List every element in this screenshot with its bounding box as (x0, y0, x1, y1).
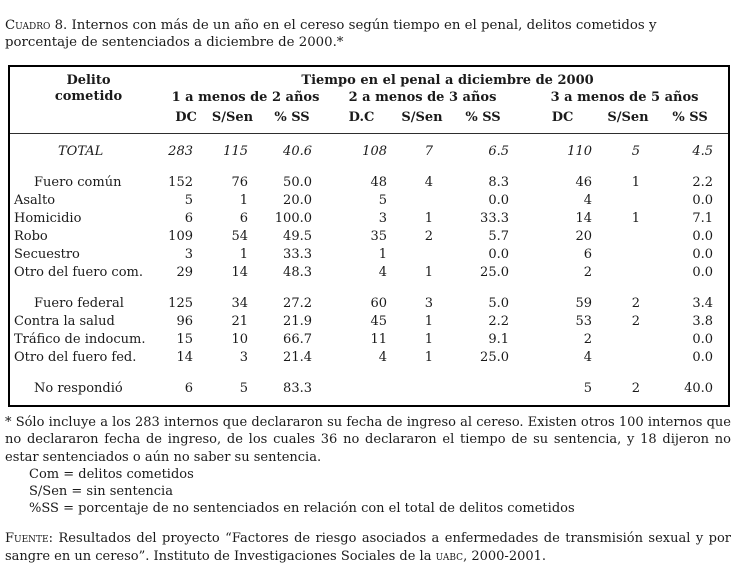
cell-value: 10 (231, 331, 248, 347)
cell-value: 2 (583, 331, 592, 347)
cell-value: 0.0 (692, 192, 714, 208)
cell-value: 21.9 (283, 313, 312, 329)
cell-value: 6 (184, 210, 193, 226)
row-label: Robo (14, 228, 48, 244)
cell-value: 76 (231, 174, 248, 190)
cell-value: 1 (631, 210, 640, 226)
row-label: Homicidio (14, 210, 82, 226)
spacer-row (9, 282, 729, 295)
cell-value: 33.3 (283, 246, 312, 262)
cell-value: 11 (370, 331, 387, 347)
corner-header (9, 66, 167, 106)
col-header-ssen-3: S/Sen (604, 106, 652, 134)
source-institution: uabc (435, 548, 464, 564)
corner-line1: Delito (66, 72, 111, 88)
cell-value: 21 (231, 313, 248, 329)
cell-value: 9.1 (488, 331, 509, 347)
cell-value: 1 (424, 349, 433, 365)
cell-value: 1 (424, 313, 433, 329)
cell-value: 4 (378, 264, 387, 280)
cell-value: 0.0 (692, 264, 714, 280)
group-header-3: 3 a menos de 5 años (550, 89, 699, 105)
cell-value: 4 (583, 192, 592, 208)
footnote-def: %SS = porcentaje de no sentenciados en relación con el total de delitos cometidos (29, 501, 575, 517)
col-header-pss-3: % SS (652, 106, 729, 134)
corner-empty (9, 106, 167, 134)
row-label: Secuestro (14, 246, 80, 262)
cell-value: 0.0 (488, 192, 509, 208)
col-header-ssen-2: S/Sen (399, 106, 445, 134)
cell-value: 20 (575, 228, 592, 244)
col-header-ssen-1: S/Sen (205, 106, 260, 134)
row-label: Fuero común (34, 174, 122, 190)
cell-value: 3.8 (692, 313, 714, 329)
cell-value: 108 (362, 143, 387, 159)
cell-value: 2.2 (692, 174, 714, 190)
row-label: Otro del fuero fed. (14, 349, 137, 365)
cell-value: 83.3 (283, 380, 312, 396)
cell-value: 25.0 (480, 349, 509, 365)
cell-value: 29 (176, 264, 193, 280)
cell-value: 5 (583, 380, 592, 396)
footnotes-block (5, 414, 731, 565)
footnote-def: Com = delitos cometidos (29, 467, 194, 483)
table-row (9, 210, 729, 228)
source-label: Fuente: (5, 531, 54, 547)
cell-value: 100.0 (274, 210, 312, 226)
cell-value: 5 (184, 192, 193, 208)
cell-value: 3 (378, 210, 387, 226)
cell-value: 1 (424, 331, 433, 347)
table-row (9, 295, 729, 313)
cell-value: 27.2 (283, 295, 312, 311)
footnote-defs (5, 466, 731, 517)
caption-label: Cuadro 8. (5, 18, 68, 34)
cell-value: 2 (631, 380, 640, 396)
cell-value: 14 (575, 210, 592, 226)
cell-value: 45 (370, 313, 387, 329)
cell-value: 14 (176, 349, 193, 365)
cell-value: 2 (583, 264, 592, 280)
cell-value (604, 228, 652, 246)
row-label: Asalto (14, 192, 56, 208)
cell-value: 46 (575, 174, 592, 190)
footnote-def: S/Sen = sin sentencia (29, 484, 173, 500)
cell-value: 7 (424, 143, 433, 159)
cell-value: 7.1 (692, 210, 714, 226)
cell-value: 54 (231, 228, 248, 244)
table-header (9, 66, 729, 134)
spacer-row (9, 161, 729, 174)
source-text-prefix: Resultados del proyecto “Factores de riesgo asociados a enfermedades de transmisión sexual y por sangre en un cereso”. Instituto de Investigaciones Sociales de la (5, 531, 731, 564)
cell-value: 0.0 (692, 349, 714, 365)
table-row (9, 264, 729, 282)
cell-value (604, 246, 652, 264)
table-row (9, 174, 729, 192)
cell-value: 5.0 (488, 295, 509, 311)
table-row (9, 331, 729, 349)
cell-value (604, 264, 652, 282)
row-label: TOTAL (58, 143, 104, 159)
cell-value: 49.5 (283, 228, 312, 244)
cell-value: 125 (168, 295, 193, 311)
cell-value: 1 (378, 246, 387, 262)
cell-value: 5 (239, 380, 248, 396)
cell-value: 4 (583, 349, 592, 365)
cell-value: 1 (239, 192, 248, 208)
cell-value: 34 (231, 295, 248, 311)
cell-value: 283 (168, 143, 193, 159)
cell-value: 5 (378, 192, 387, 208)
cell-value: 40.6 (283, 143, 312, 159)
caption-text: Internos con más de un año en el cereso según tiempo en el penal, delitos cometidos y porcentaje de sentenciados a diciembre de 2000.* (5, 18, 657, 51)
table-row (9, 313, 729, 331)
table-row (9, 133, 729, 161)
statistics-table (8, 65, 730, 407)
cell-value: 1 (631, 174, 640, 190)
col-header-dc-3: DC (521, 106, 604, 134)
col-header-pss-2: % SS (445, 106, 521, 134)
corner-line2: cometido (54, 88, 123, 104)
cell-value (604, 349, 652, 367)
cell-value: 5.7 (488, 228, 509, 244)
cell-value: 152 (168, 174, 193, 190)
cell-value (399, 246, 445, 264)
cell-value: 2 (631, 313, 640, 329)
header-row-columns (9, 106, 729, 134)
cell-value: 115 (223, 143, 248, 159)
row-label: No respondió (34, 380, 123, 396)
cell-value: 6 (239, 210, 248, 226)
cell-value: 4.5 (692, 143, 714, 159)
cell-value: 60 (370, 295, 387, 311)
span-header: Tiempo en el penal a diciembre de 2000 (301, 72, 594, 88)
table-row (9, 246, 729, 264)
header-row-top (9, 66, 729, 89)
cell-value: 50.0 (283, 174, 312, 190)
cell-value: 15 (176, 331, 193, 347)
row-label: Otro del fuero com. (14, 264, 143, 280)
cell-value: 3.4 (692, 295, 714, 311)
cell-value: 20.0 (283, 192, 312, 208)
source-text-suffix: , 2000-2001. (463, 548, 547, 564)
col-header-dc-2: D.C (324, 106, 399, 134)
cell-value: 2.2 (488, 313, 509, 329)
table-row (9, 228, 729, 246)
cell-value: 4 (378, 349, 387, 365)
cell-value: 48 (370, 174, 387, 190)
cell-value: 6 (184, 380, 193, 396)
cell-value: 3 (424, 295, 433, 311)
cell-value: 0.0 (692, 331, 714, 347)
table-row (9, 192, 729, 210)
spacer-cell (9, 161, 729, 174)
cell-value (604, 331, 652, 349)
cell-value (399, 192, 445, 210)
col-header-dc-1: DC (167, 106, 205, 134)
footnote-asterisk: * Sólo incluye a los 283 internos que declararon su fecha de ingreso al cereso. Existen otros 100 internos que no declararon fecha de ingreso, de los cuales 36 no declararon el tiempo de su sentencia, y 18 dijeron no estar sentenciados o aún no saber su sentencia. (5, 414, 731, 465)
cell-value: 25.0 (480, 264, 509, 280)
cell-value: 1 (424, 210, 433, 226)
cell-value: 59 (575, 295, 592, 311)
cell-value (324, 380, 399, 406)
cell-value: 96 (176, 313, 193, 329)
cell-value: 109 (168, 228, 193, 244)
cell-value: 4 (424, 174, 433, 190)
cell-value: 21.4 (283, 349, 312, 365)
row-label: Tráfico de indocum. (14, 331, 146, 347)
cell-value: 66.7 (283, 331, 312, 347)
cell-value: 8.3 (488, 174, 509, 190)
cell-value: 14 (231, 264, 248, 280)
cell-value: 33.3 (480, 210, 509, 226)
table-body (9, 133, 729, 406)
cell-value: 2 (424, 228, 433, 244)
cell-value: 48.3 (283, 264, 312, 280)
row-label: Fuero federal (34, 295, 124, 311)
cell-value (445, 380, 521, 406)
cell-value: 53 (575, 313, 592, 329)
spacer-cell (9, 282, 729, 295)
cell-value: 3 (184, 246, 193, 262)
cell-value: 6 (583, 246, 592, 262)
cell-value: 40.0 (684, 380, 714, 396)
cell-value: 35 (370, 228, 387, 244)
cell-value: 5 (631, 143, 640, 159)
cell-value: 0.0 (488, 246, 509, 262)
cell-value (604, 192, 652, 210)
cell-value: 1 (424, 264, 433, 280)
cell-value: 110 (567, 143, 592, 159)
table-row (9, 380, 729, 406)
cell-value: 2 (631, 295, 640, 311)
table-row (9, 349, 729, 367)
group-header-1: 1 a menos de 2 años (171, 89, 320, 105)
cell-value: 1 (239, 246, 248, 262)
table-caption (5, 17, 729, 51)
row-label: Contra la salud (14, 313, 115, 329)
cell-value: 3 (239, 349, 248, 365)
group-header-2: 2 a menos de 3 años (348, 89, 497, 105)
cell-value: 0.0 (692, 228, 714, 244)
cell-value (399, 380, 445, 406)
col-header-pss-1: % SS (260, 106, 324, 134)
cell-value: 0.0 (692, 246, 714, 262)
cell-value: 6.5 (488, 143, 509, 159)
spacer-row (9, 367, 729, 380)
spacer-cell (9, 367, 729, 380)
